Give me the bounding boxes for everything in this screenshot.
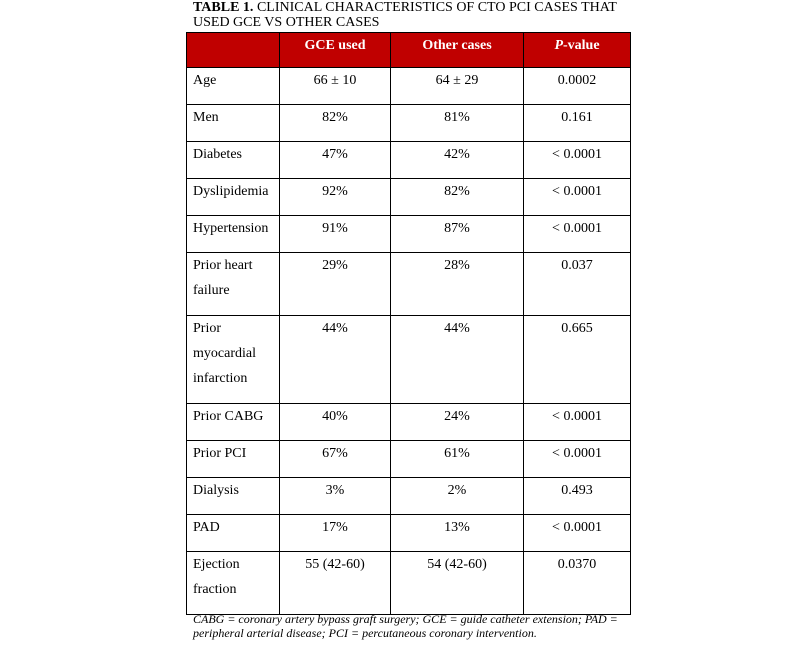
table-row — [187, 316, 631, 404]
other-value: 24% — [391, 404, 524, 441]
p-value: 0.161 — [524, 105, 631, 142]
header-blank — [187, 33, 280, 68]
header-p-value — [524, 33, 631, 68]
row-label: PAD — [187, 515, 280, 552]
header-other-cases: Other cases — [391, 33, 524, 68]
other-value: 82% — [391, 179, 524, 216]
p-value: < 0.0001 — [524, 179, 631, 216]
table-caption — [193, 0, 633, 30]
other-value: 87% — [391, 216, 524, 253]
gce-value: 67% — [280, 441, 391, 478]
header-gce-used: GCE used — [280, 33, 391, 68]
p-value: 0.037 — [524, 253, 631, 316]
p-value: < 0.0001 — [524, 216, 631, 253]
p-value: < 0.0001 — [524, 441, 631, 478]
gce-value: 66 ± 10 — [280, 68, 391, 105]
gce-value: 17% — [280, 515, 391, 552]
row-label: Age — [187, 68, 280, 105]
gce-value: 91% — [280, 216, 391, 253]
gce-value: 92% — [280, 179, 391, 216]
p-value: 0.665 — [524, 316, 631, 404]
gce-value: 44% — [280, 316, 391, 404]
table-row — [187, 478, 631, 515]
gce-value: 47% — [280, 142, 391, 179]
table-row — [187, 105, 631, 142]
p-value: < 0.0001 — [524, 404, 631, 441]
other-value: 54 (42-60) — [391, 552, 524, 615]
gce-value: 3% — [280, 478, 391, 515]
table-footnote: CABG = coronary artery bypass graft surgery; GCE = guide catheter extension; PAD = peripheral arterial disease; PCI = percutaneous coronary intervention. — [193, 612, 618, 640]
table-caption-label: TABLE 1. — [193, 0, 254, 15]
table-row — [187, 441, 631, 478]
table-row — [187, 179, 631, 216]
row-label: Dialysis — [187, 478, 280, 515]
row-label: Prior PCI — [187, 441, 280, 478]
gce-value: 55 (42-60) — [280, 552, 391, 615]
table-row — [187, 253, 631, 316]
row-label: Men — [187, 105, 280, 142]
other-value: 64 ± 29 — [391, 68, 524, 105]
row-label: Dyslipidemia — [187, 179, 280, 216]
other-value: 44% — [391, 316, 524, 404]
other-value: 81% — [391, 105, 524, 142]
p-value: < 0.0001 — [524, 142, 631, 179]
other-value: 2% — [391, 478, 524, 515]
header-p-italic: P — [554, 38, 563, 53]
gce-value: 29% — [280, 253, 391, 316]
p-value: 0.0370 — [524, 552, 631, 615]
header-row — [187, 33, 631, 68]
gce-value: 82% — [280, 105, 391, 142]
table-row — [187, 404, 631, 441]
table-row — [187, 552, 631, 615]
table-caption-text: CLINICAL CHARACTERISTICS OF CTO PCI CASES THAT USED GCE VS OTHER CASES — [193, 0, 617, 30]
table-row — [187, 142, 631, 179]
table-row — [187, 68, 631, 105]
header-p-rest: -value — [563, 38, 600, 53]
row-label: Prior heart failure — [187, 253, 280, 316]
other-value: 61% — [391, 441, 524, 478]
row-label: Hypertension — [187, 216, 280, 253]
row-label: Diabetes — [187, 142, 280, 179]
gce-value: 40% — [280, 404, 391, 441]
row-label: Prior myocardial infarction — [187, 316, 280, 404]
row-label: Ejection fraction — [187, 552, 280, 615]
p-value: 0.493 — [524, 478, 631, 515]
clinical-characteristics-table — [186, 32, 631, 615]
table-row — [187, 216, 631, 253]
p-value: < 0.0001 — [524, 515, 631, 552]
row-label: Prior CABG — [187, 404, 280, 441]
other-value: 28% — [391, 253, 524, 316]
other-value: 42% — [391, 142, 524, 179]
p-value: 0.0002 — [524, 68, 631, 105]
other-value: 13% — [391, 515, 524, 552]
table-row — [187, 515, 631, 552]
